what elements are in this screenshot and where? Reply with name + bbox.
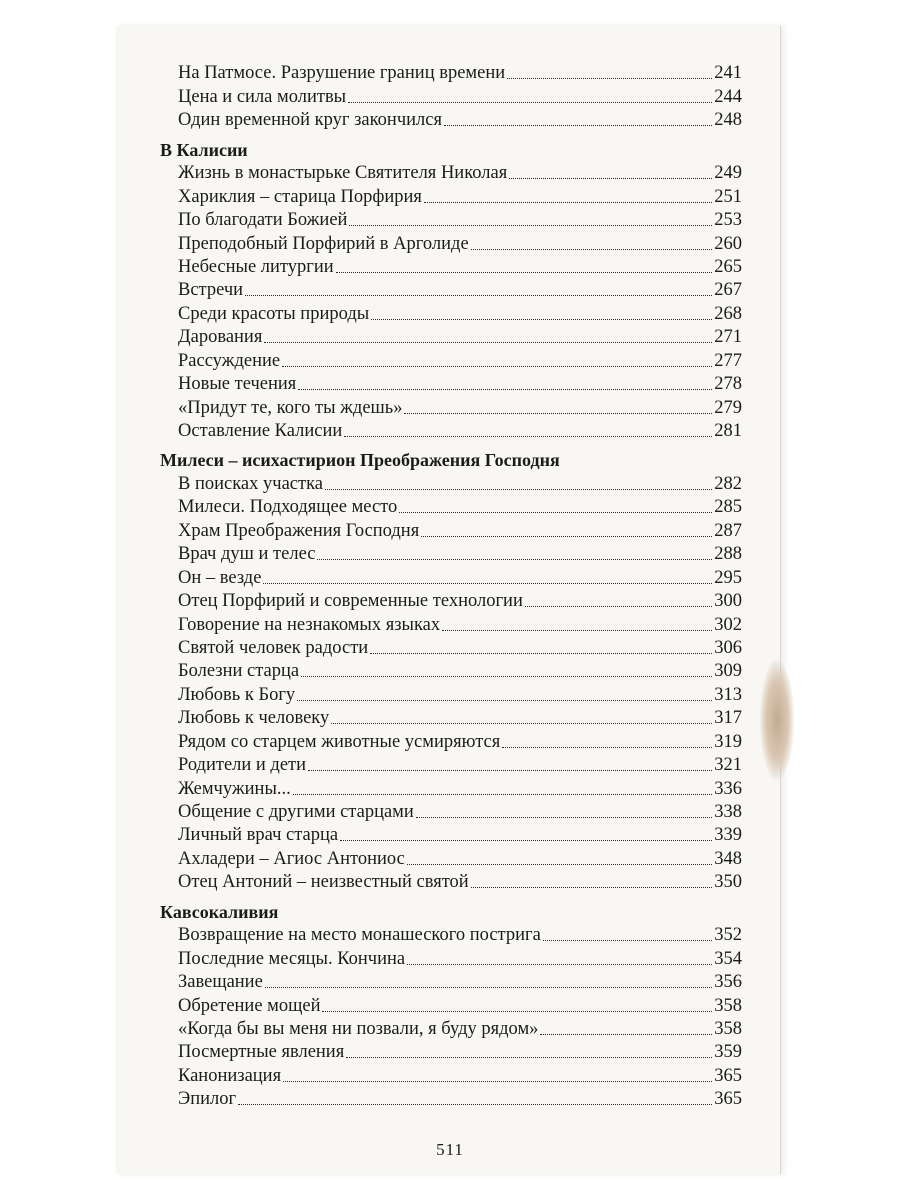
entry-title: Отец Антоний – неизвестный святой	[178, 872, 469, 893]
entry-page-number: 354	[714, 948, 742, 969]
entry-title: Общение с другими старцами	[178, 802, 414, 822]
entry-title: По благодати Божией	[178, 210, 348, 231]
entry-page-number: 253	[714, 210, 742, 231]
entry-title: Хариклия – старица Порфирия	[178, 186, 422, 207]
toc-entry	[160, 278, 742, 301]
toc-entry	[160, 301, 742, 324]
toc-entry	[160, 1063, 742, 1086]
toc-entry	[160, 348, 742, 371]
entry-title: Милеси. Подходящее место	[178, 497, 398, 518]
entry-title: Рассуждение	[178, 350, 281, 371]
dot-leader	[308, 770, 712, 771]
entry-page-number: 365	[714, 1089, 742, 1110]
dot-leader	[502, 747, 712, 748]
toc-entry	[160, 946, 742, 969]
entry-page-number: 356	[714, 972, 742, 993]
entry-page-number: 338	[714, 802, 742, 822]
page-number: 511	[436, 1140, 464, 1159]
toc-entry	[160, 84, 742, 107]
entry-page-number: 302	[714, 614, 742, 635]
entry-page-number: 244	[714, 86, 742, 107]
dot-leader	[442, 630, 712, 631]
entry-page-number: 352	[714, 925, 742, 946]
entry-page-number: 295	[714, 567, 742, 588]
entry-title: Преподобный Порфирий в Арголиде	[178, 233, 469, 254]
dot-leader	[471, 249, 713, 250]
dot-leader	[543, 940, 712, 941]
dot-leader	[265, 987, 712, 988]
dot-leader	[282, 366, 712, 367]
entry-title: В поисках участка	[178, 473, 324, 494]
toc-entry	[160, 255, 742, 278]
entry-page-number: 287	[714, 520, 742, 541]
entry-page-number: 306	[714, 637, 742, 658]
entry-title: Эпилог	[178, 1089, 237, 1110]
dot-leader	[301, 676, 712, 677]
toc-entry	[160, 970, 742, 993]
entry-title: Небесные литургии	[178, 256, 334, 277]
toc-entry	[160, 565, 742, 588]
entry-page-number: 319	[714, 731, 742, 752]
entry-title: Последние месяцы. Кончина	[178, 948, 406, 969]
entry-page-number: 365	[714, 1065, 742, 1086]
entry-page-number: 281	[714, 421, 742, 441]
entry-title: Святой человек радости	[178, 637, 369, 658]
toc-entry	[160, 870, 742, 893]
dot-leader	[424, 202, 712, 203]
dot-leader	[507, 78, 712, 79]
entry-title: Обретение мощей	[178, 995, 321, 1016]
entry-page-number: 268	[714, 303, 742, 324]
entry-title: Врач душ и телес	[178, 544, 316, 565]
entry-title: «Придут те, кого ты ждешь»	[178, 397, 403, 418]
entry-page-number: 358	[714, 1018, 742, 1039]
entry-page-number: 249	[714, 163, 742, 184]
entry-page-number: 271	[714, 327, 742, 348]
toc-entry	[160, 395, 742, 418]
dot-leader	[331, 723, 712, 724]
toc-entry	[160, 1040, 742, 1063]
toc-entry	[160, 753, 742, 776]
entry-title: Канонизация	[178, 1065, 282, 1086]
toc-entry	[160, 208, 742, 231]
entry-title: Встречи	[178, 280, 244, 301]
entry-title: «Когда бы вы меня ни позвали, я буду рядом»	[178, 1018, 539, 1039]
toc-entry	[160, 846, 742, 869]
entry-page-number: 336	[714, 778, 742, 799]
dot-leader	[293, 794, 712, 795]
entry-title: Любовь к человеку	[178, 708, 330, 729]
entry-title: Жемчужины...	[178, 778, 291, 799]
toc-entry	[160, 776, 742, 799]
dot-leader	[245, 295, 712, 296]
entry-title: Болезни старца	[178, 661, 300, 682]
dot-leader	[407, 964, 712, 965]
toc-entry	[160, 612, 742, 635]
entry-page-number: 260	[714, 233, 742, 254]
toc-entry	[160, 231, 742, 254]
dot-leader	[322, 1011, 712, 1012]
toc-section-heading	[160, 899, 742, 922]
entry-title: Рядом со старцем животные усмиряются	[178, 731, 501, 752]
entry-page-number: 267	[714, 280, 742, 301]
entry-title: Дарования	[178, 327, 263, 348]
entry-page-number: 282	[714, 473, 742, 494]
dot-leader	[346, 1057, 712, 1058]
entry-title: Родители и дети	[178, 755, 307, 776]
toc-entry	[160, 636, 742, 659]
toc-entry	[160, 419, 742, 442]
toc-entry	[160, 372, 742, 395]
toc-entry	[160, 61, 742, 84]
entry-title: Новые течения	[178, 374, 297, 395]
toc-entry	[160, 923, 742, 946]
entry-page-number: 339	[714, 825, 742, 846]
dot-leader	[407, 864, 712, 865]
toc-entry	[160, 161, 742, 184]
entry-title: Оставление Калисии	[178, 421, 343, 441]
toc-entry	[160, 518, 742, 541]
table-of-contents	[160, 61, 742, 1110]
section-title: В Калисии	[160, 139, 248, 160]
entry-page-number: 241	[714, 63, 742, 84]
dot-leader	[371, 319, 712, 320]
dot-leader	[263, 583, 712, 584]
toc-entry	[160, 659, 742, 682]
toc-entry	[160, 823, 742, 846]
entry-page-number: 251	[714, 186, 742, 207]
entry-page-number: 359	[714, 1042, 742, 1063]
entry-title: Отец Порфирий и современные технологии	[178, 591, 523, 612]
dot-leader	[399, 512, 712, 513]
toc-entry	[160, 800, 742, 823]
dot-leader	[340, 840, 712, 841]
toc-entry	[160, 325, 742, 348]
entry-page-number: 350	[714, 872, 742, 893]
dot-leader	[344, 436, 712, 437]
dot-leader	[298, 389, 712, 390]
entry-page-number: 313	[714, 684, 742, 705]
toc-entry	[160, 706, 742, 729]
entry-page-number: 348	[714, 848, 742, 869]
entry-page-number: 265	[714, 256, 742, 277]
toc-entry	[160, 471, 742, 494]
dot-leader	[349, 225, 712, 226]
entry-page-number: 300	[714, 591, 742, 612]
entry-title: Храм Преображения Господня	[178, 520, 420, 541]
entry-page-number: 285	[714, 497, 742, 518]
entry-title: Жизнь в монастырьке Святителя Николая	[178, 163, 508, 184]
toc-entry	[160, 1017, 742, 1040]
entry-page-number: 358	[714, 995, 742, 1016]
entry-title: На Патмосе. Разрушение границ времени	[178, 63, 506, 84]
dot-leader	[264, 342, 712, 343]
toc-entry	[160, 729, 742, 752]
section-title: Кавсокаливия	[160, 901, 279, 922]
page-stain	[760, 660, 794, 780]
toc-entry	[160, 993, 742, 1016]
entry-title: Посмертные явления	[178, 1042, 345, 1063]
dot-leader	[416, 817, 712, 818]
toc-entry	[160, 542, 742, 565]
dot-leader	[238, 1104, 712, 1105]
entry-title: Один временной круг закончился	[178, 110, 442, 131]
entry-title: Любовь к Богу	[178, 684, 296, 705]
dot-leader	[297, 700, 712, 701]
entry-title: Говорение на незнакомых языках	[178, 614, 441, 635]
dot-leader	[283, 1081, 712, 1082]
dot-leader	[540, 1034, 712, 1035]
toc-section-heading	[160, 137, 742, 160]
entry-title: Личный врач старца	[178, 825, 339, 846]
dot-leader	[325, 489, 712, 490]
dot-leader	[370, 653, 712, 654]
toc-entry	[160, 589, 742, 612]
entry-page-number: 248	[714, 110, 742, 131]
entry-page-number: 279	[714, 397, 742, 418]
entry-title: Ахладери – Агиос Антониос	[178, 848, 405, 869]
entry-title: Среди красоты природы	[178, 303, 370, 324]
dot-leader	[525, 606, 712, 607]
entry-page-number: 278	[714, 374, 742, 395]
entry-title: Завещание	[178, 972, 263, 993]
entry-page-number: 321	[714, 755, 742, 776]
toc-entry	[160, 682, 742, 705]
dot-leader	[348, 102, 712, 103]
entry-page-number: 309	[714, 661, 742, 682]
dot-leader	[404, 413, 712, 414]
entry-page-number: 277	[714, 350, 742, 371]
dot-leader	[509, 178, 712, 179]
entry-title: Он – везде	[178, 567, 262, 588]
entry-page-number: 317	[714, 708, 742, 729]
entry-title: Цена и сила молитвы	[178, 86, 347, 107]
toc-entry	[160, 495, 742, 518]
toc-section-heading	[160, 448, 742, 471]
toc-entry	[160, 1087, 742, 1110]
dot-leader	[444, 125, 712, 126]
dot-leader	[336, 272, 713, 273]
dot-leader	[421, 536, 712, 537]
entry-title: Возвращение на место монашеского пострига	[178, 925, 541, 946]
toc-entry	[160, 184, 742, 207]
dot-leader	[471, 887, 713, 888]
entry-page-number: 288	[714, 544, 742, 565]
section-title: Милеси – исихастирион Преображения Господня	[160, 450, 560, 471]
toc-entry	[160, 108, 742, 131]
dot-leader	[317, 559, 712, 560]
